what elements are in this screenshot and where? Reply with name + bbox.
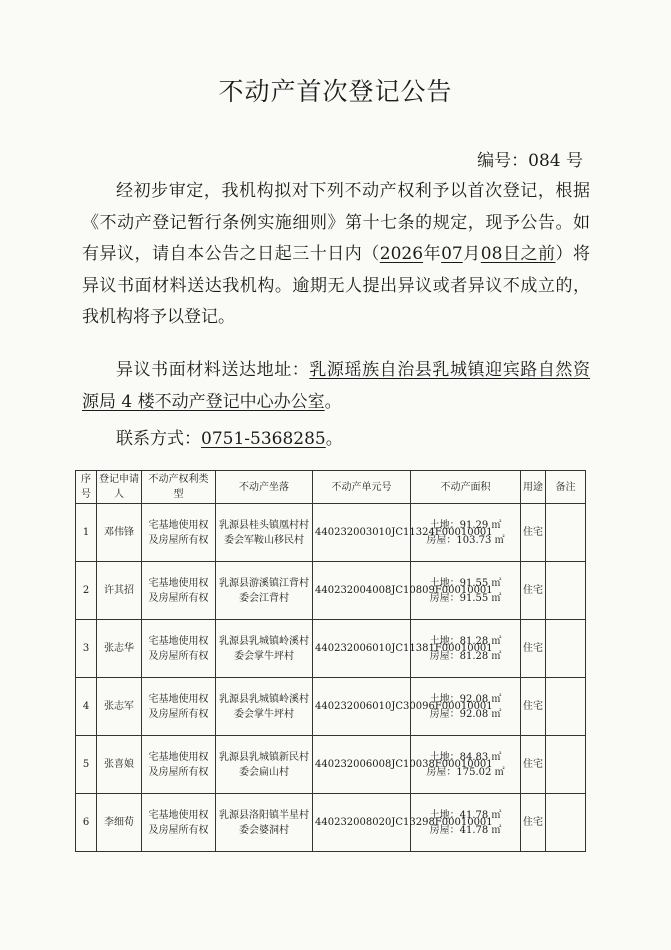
cell-note — [546, 794, 586, 852]
header-unit-no: 不动产单元号 — [313, 471, 411, 504]
objection-address-paragraph — [82, 355, 590, 418]
deadline-year: 2026 — [379, 244, 424, 264]
cell-applicant: 张志军 — [97, 678, 142, 736]
registration-table — [75, 470, 586, 852]
notice-paragraph-intro — [82, 176, 590, 334]
contact-phone: 0751-5368285 — [201, 429, 326, 449]
header-area: 不动产面积 — [411, 471, 521, 504]
cell-right-type: 宅基地使用权及房屋所有权 — [142, 504, 216, 562]
house-area: 房屋：92.08 ㎡ — [429, 708, 502, 720]
header-right-type: 不动产权利类型 — [142, 471, 216, 504]
cell-right-type: 宅基地使用权及房屋所有权 — [142, 620, 216, 678]
cell-unit-no: 440232003010JC11324F00010001 — [313, 504, 411, 562]
cell-no: 3 — [76, 620, 97, 678]
cell-use: 住宅 — [521, 504, 546, 562]
intro-text-a: 经初步审定，我机构拟对下列不动产权利予以首次登记，根据《不动产登记暂行条例实施细则》第十七条的规定，现予公告。如有异议，请自本公告之日起三十日内（ — [82, 181, 590, 264]
cell-unit-no: 440232004008JC10809F00010001 — [313, 562, 411, 620]
cell-location: 乳源县桂头镇凰村村委会军鞍山移民村 — [216, 504, 313, 562]
header-location: 不动产坐落 — [216, 471, 313, 504]
deadline-month: 07 — [441, 244, 463, 264]
header-note: 备注 — [546, 471, 586, 504]
land-area: 土地：91.29 ㎡ — [429, 519, 502, 531]
page-title: 不动产首次登记公告 — [218, 77, 453, 106]
cell-applicant: 张喜娘 — [97, 736, 142, 794]
contact-paragraph — [82, 424, 590, 456]
table-row — [76, 504, 586, 562]
deadline-month-label: 月 — [462, 244, 481, 264]
cell-right-type: 宅基地使用权及房屋所有权 — [142, 678, 216, 736]
cell-location: 乳源县洛阳镇半星村委会婆洞村 — [216, 794, 313, 852]
cell-no: 2 — [76, 562, 97, 620]
cell-unit-no: 440232006008JC10038F00010001 — [313, 736, 411, 794]
cell-note — [546, 562, 586, 620]
table-row — [76, 562, 586, 620]
land-area: 土地：91.55 ㎡ — [429, 577, 502, 589]
house-area: 房屋：103.73 ㎡ — [426, 534, 505, 546]
cell-note — [546, 678, 586, 736]
objection-address: 乳源瑶族自治县乳城镇迎宾路自然资源局 4 楼不动产登记中心办公室 — [82, 360, 591, 412]
cell-applicant: 邓伟锋 — [97, 504, 142, 562]
cell-unit-no: 440232006010JC11381F00010001 — [313, 620, 411, 678]
cell-no: 5 — [76, 736, 97, 794]
cell-right-type: 宅基地使用权及房屋所有权 — [142, 736, 216, 794]
table-row — [76, 736, 586, 794]
cell-no: 1 — [76, 504, 97, 562]
contact-end: 。 — [325, 429, 343, 449]
cell-no: 4 — [76, 678, 97, 736]
header-applicant: 登记申请人 — [97, 471, 142, 504]
cell-note — [546, 504, 586, 562]
house-area: 房屋：41.78 ㎡ — [429, 824, 502, 836]
cell-unit-no: 440232008020JC13298F00010001 — [313, 794, 411, 852]
cell-no: 6 — [76, 794, 97, 852]
cell-use: 住宅 — [521, 794, 546, 852]
document-number: 编号：084 号 — [477, 151, 583, 171]
deadline-day-suffix: 日之前 — [502, 244, 556, 264]
cell-location: 乳源县乳城镇新民村委会扁山村 — [216, 736, 313, 794]
header-use: 用途 — [521, 471, 546, 504]
cell-location: 乳源县乳城镇岭溪村委会掌牛坪村 — [216, 678, 313, 736]
house-area: 房屋：81.28 ㎡ — [429, 650, 502, 662]
intro-text-c: ）将异议书面材料送达我机构。逾期无人提出异议或者异议不成立的，我机构将予以登记。 — [82, 244, 591, 327]
header-no: 序号 — [76, 471, 97, 504]
table-row — [76, 620, 586, 678]
objection-address-label: 异议书面材料送达地址： — [116, 360, 310, 380]
cell-unit-no: 440232006010JC30096F00010001 — [313, 678, 411, 736]
land-area: 土地：92.08 ㎡ — [429, 693, 502, 705]
contact-label: 联系方式： — [116, 429, 201, 449]
cell-use: 住宅 — [521, 678, 546, 736]
cell-use: 住宅 — [521, 620, 546, 678]
table-row — [76, 678, 586, 736]
cell-use: 住宅 — [521, 736, 546, 794]
objection-address-end: 。 — [324, 391, 342, 412]
table-row — [76, 794, 586, 852]
cell-location: 乳源县游溪镇江背村委会江背村 — [216, 562, 313, 620]
cell-use: 住宅 — [521, 562, 546, 620]
deadline-day: 08 — [480, 244, 503, 264]
cell-location: 乳源县乳城镇岭溪村委会掌牛坪村 — [216, 620, 313, 678]
cell-right-type: 宅基地使用权及房屋所有权 — [142, 562, 216, 620]
deadline-year-label: 年 — [423, 244, 442, 264]
cell-applicant: 李细荀 — [97, 794, 142, 852]
land-area: 土地：84.83 ㎡ — [429, 751, 502, 763]
land-area: 土地：41.78 ㎡ — [429, 809, 502, 821]
cell-area — [411, 736, 521, 794]
table-header-row — [76, 471, 586, 504]
house-area: 房屋：175.02 ㎡ — [426, 766, 505, 778]
land-area: 土地：81.28 ㎡ — [429, 635, 502, 647]
cell-note — [546, 736, 586, 794]
cell-right-type: 宅基地使用权及房屋所有权 — [142, 794, 216, 852]
cell-applicant: 张志华 — [97, 620, 142, 678]
cell-note — [546, 620, 586, 678]
house-area: 房屋：91.55 ㎡ — [429, 592, 502, 604]
cell-area — [411, 504, 521, 562]
cell-applicant: 许其招 — [97, 562, 142, 620]
